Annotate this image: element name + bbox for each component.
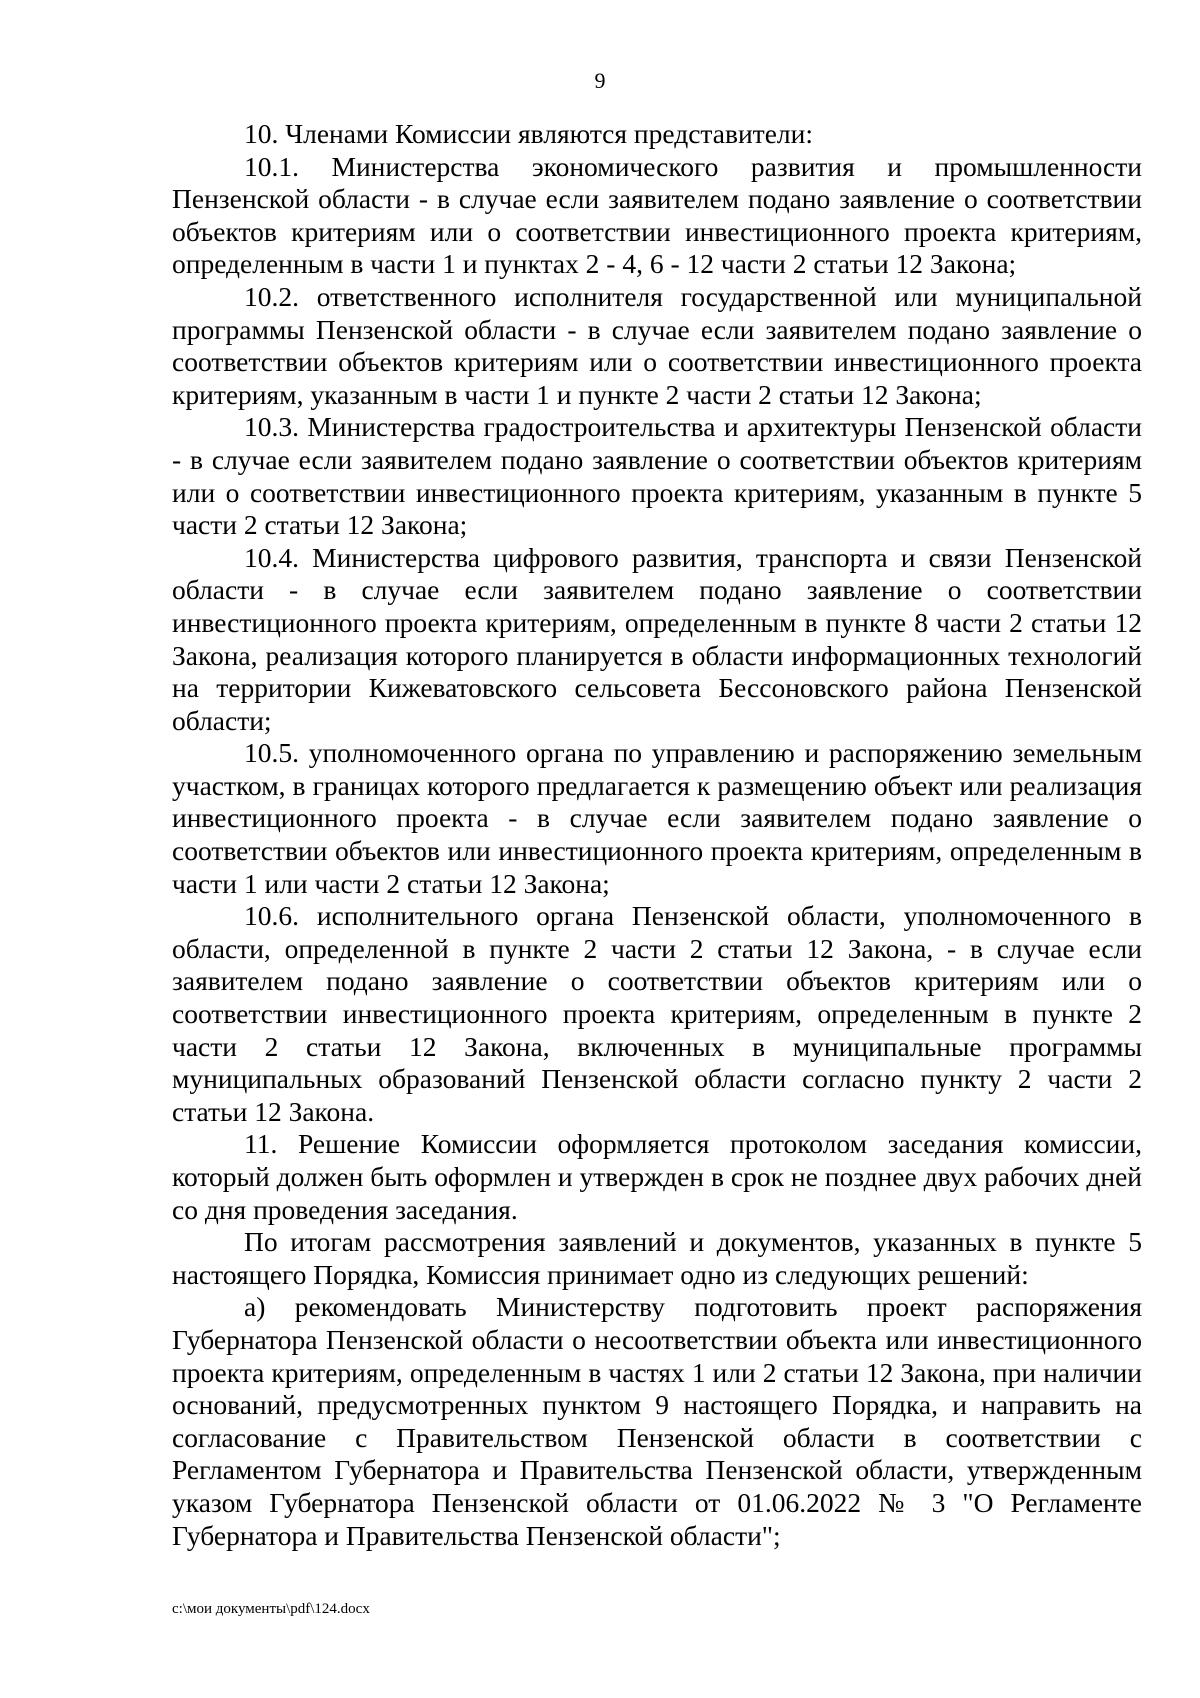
paragraph-decision-a: а) рекомендовать Министерству подготовить проект распоряжения Губернатора Пензенской области о несоответствии объекта или инвестиционного проекта критериям, определенным в частях 1 или 2 статьи 12 Закона, при наличии оснований, предусмотренных пунктом 9 настоящего Порядка, и направить на согласование с Правительством Пензенской области в соответствии с Регламентом Губернатора и Правительства Пензенской области, утвержденным указом Губернатора Пензенской области от 01.06.2022 № 3 "О Регламенте Губернатора и Правительства Пензенской области";	[172, 1291, 1142, 1551]
page-number: 9	[594, 68, 606, 93]
paragraph-10-3: 10.3. Министерства градостроительства и архитектуры Пензенской области - в случае если заявителем подано заявление о соответствии объектов критериям или о соответствии инвестиционного проекта критериям, указанным в пункте 5 части 2 статьи 12 Закона;	[172, 411, 1142, 541]
paragraph-10-4: 10.4. Министерства цифрового развития, транспорта и связи Пензенской области - в случае если заявителем подано заявление о соответствии инвестиционного проекта критериям, определенным в пункте 8 части 2 статьи 12 Закона, реализация которого планируется в области информационных технологий на территории Кижеватовского сельсовета Бессоновского района Пензенской области;	[172, 541, 1142, 736]
paragraph-decisions-intro: По итогам рассмотрения заявлений и документов, указанных в пункте 5 настоящего Порядка, Комиссия принимает одно из следующих решений:	[172, 1226, 1142, 1290]
paragraph-10-2: 10.2. ответственного исполнителя государственной или муниципальной программы Пензенской области - в случае если заявителем подано заявление о соответствии объектов критериям или о соответствии инвестиционного проекта критериям, указанным в части 1 и пункте 2 части 2 статьи 12 Закона;	[172, 280, 1142, 410]
paragraph-10: 10. Членами Комиссии являются представители:	[244, 118, 813, 149]
paragraph-10-5: 10.5. уполномоченного органа по управлению и распоряжению земельным участком, в границах которого предлагается к размещению объект или реализация инвестиционного проекта - в случае если заявителем подано заявление о соответствии объектов или инвестиционного проекта критериям, определенным в части 1 или части 2 статьи 12 Закона;	[172, 737, 1142, 899]
footer-file-path: c:\мои документы\pdf\124.docx	[172, 1601, 370, 1617]
paragraph-10-6: 10.6. исполнительного органа Пензенской области, уполномоченного в области, определенной в пункте 2 части 2 статьи 12 Закона, - в случае если заявителем подано заявление о соответствии объектов критериям или о соответствии инвестиционного проекта критериям, определенным в пункте 2 части 2 статьи 12 Закона, включенных в муниципальные программы муниципальных образований Пензенской области согласно пункту 2 части 2 статьи 12 Закона.	[172, 900, 1142, 1127]
paragraph-11: 11. Решение Комиссии оформляется протоколом заседания комиссии, который должен быть оформлен и утвержден в срок не позднее двух рабочих дней со дня проведения заседания.	[172, 1128, 1142, 1225]
document-body	[172, 118, 1142, 1552]
paragraph-10-1: 10.1. Министерства экономического развития и промышленности Пензенской области - в случае если заявителем подано заявление о соответствии объектов критериям или о соответствии инвестиционного проекта критериям, определенным в части 1 и пунктах 2 - 4, 6 - 12 части 2 статьи 12 Закона;	[172, 150, 1142, 280]
